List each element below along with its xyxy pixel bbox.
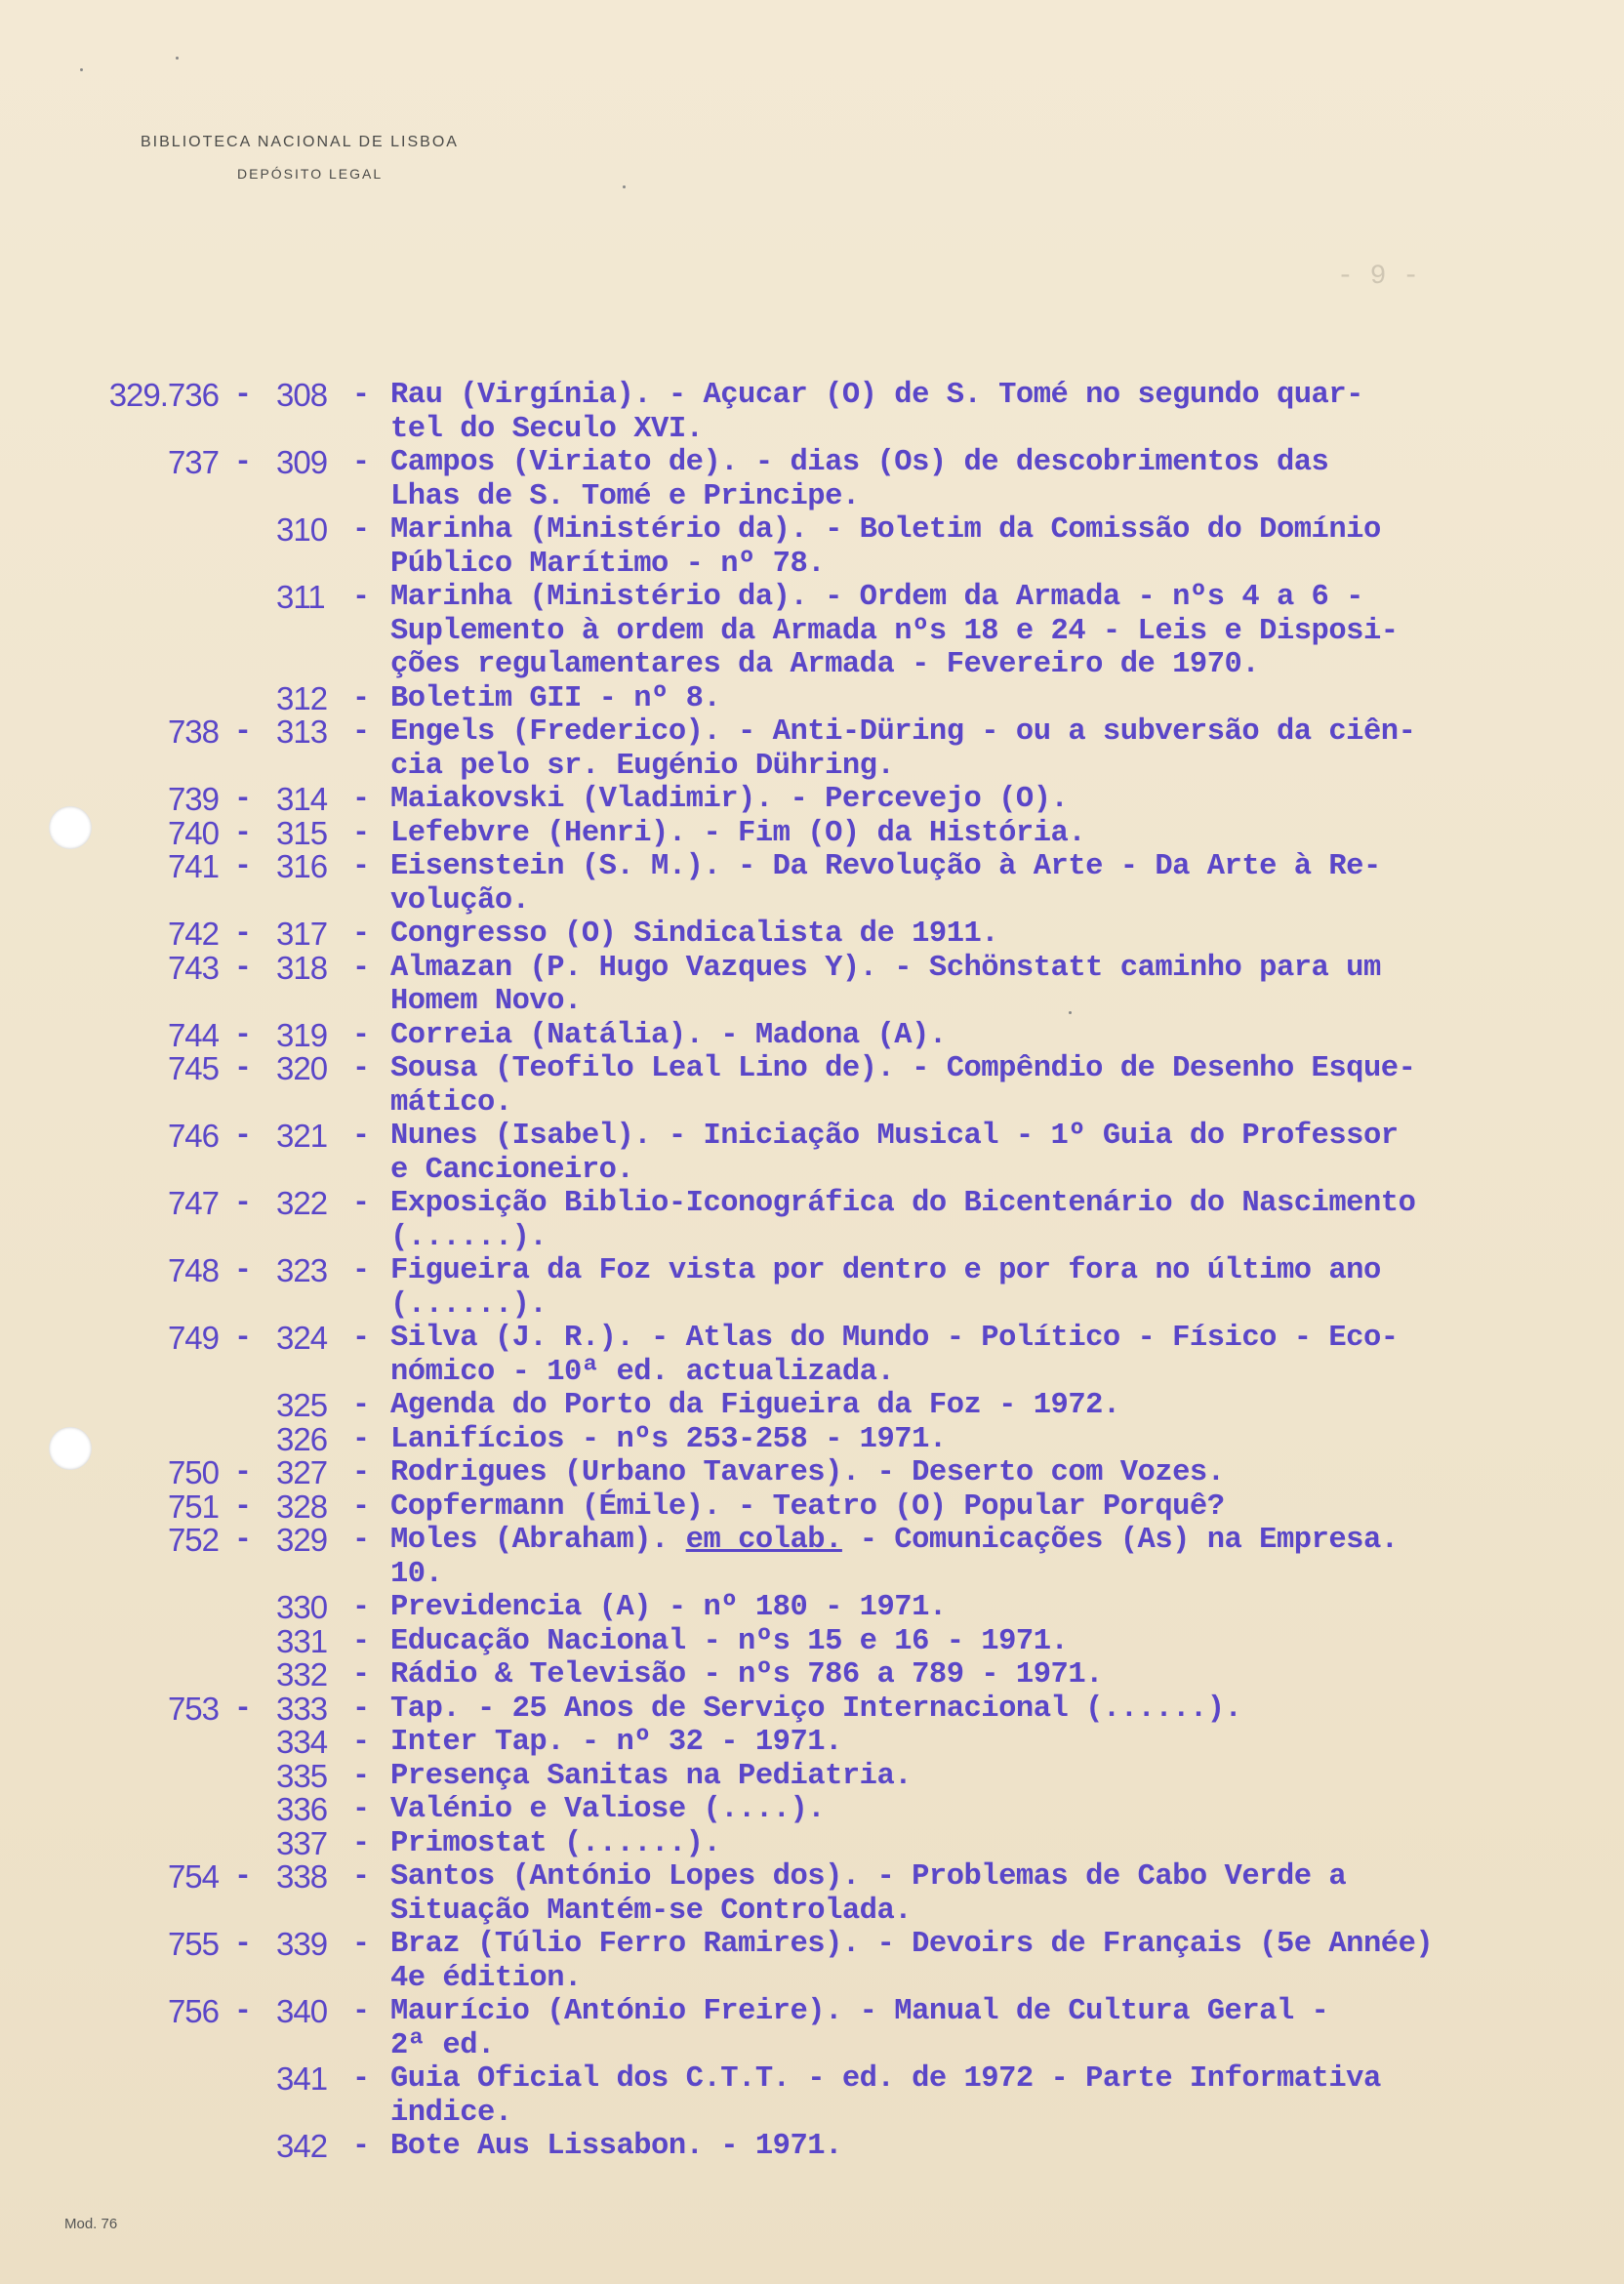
- deposit-number: 339: [276, 1926, 328, 1962]
- deposit-number: 335: [276, 1757, 328, 1794]
- separator-dash: -: [352, 1759, 371, 1793]
- entry-text: Público Marítimo - nº 78.: [390, 547, 826, 581]
- entry-text: 10.: [390, 1557, 443, 1591]
- deposit-number: 332: [276, 1656, 328, 1693]
- register-entry: [0, 1254, 1624, 1322]
- deposit-number: 336: [276, 1791, 328, 1827]
- entry-line: [0, 1658, 1624, 1693]
- separator-dash: -: [352, 918, 371, 951]
- accession-number: 756: [167, 1993, 219, 2029]
- entry-text: Lanifícios - nºs 253-258 - 1971.: [390, 1422, 947, 1456]
- entry-line: [0, 1591, 1624, 1625]
- register-entry: [0, 1658, 1624, 1693]
- deposit-number: 316: [276, 848, 328, 884]
- entry-text: Boletim GII - nº 8.: [390, 681, 721, 715]
- register-entry: [0, 783, 1624, 817]
- entry-line: [0, 715, 1624, 750]
- separator-dash: -: [234, 1860, 253, 1894]
- register-entry: [0, 1690, 1624, 1727]
- page-mark: - 9 -: [1337, 262, 1420, 292]
- entry-line: [0, 1524, 1624, 1558]
- separator-dash: -: [234, 1692, 253, 1726]
- separator-dash: -: [352, 783, 371, 816]
- deposit-number: 322: [276, 1185, 328, 1221]
- entry-text: nómico - 10ª ed. actualizada.: [390, 1355, 895, 1389]
- accession-number: 738: [167, 714, 219, 750]
- entry-line: [0, 446, 1624, 480]
- accession-number: 329.736: [108, 377, 219, 413]
- entry-line: [0, 2062, 1624, 2097]
- accession-number: 751: [167, 1488, 219, 1525]
- entry-line: [0, 2097, 1624, 2131]
- entry-text: Guia Oficial dos C.T.T. - ed. de 1972 - Parte Informativa: [390, 2062, 1381, 2096]
- deposit-number: 328: [276, 1488, 328, 1525]
- entry-text: Figueira da Foz vista por dentro e por fora no último ano: [390, 1254, 1381, 1287]
- entry-text: Maiakovski (Vladimir). - Percevejo (O).: [390, 783, 1069, 816]
- register-entry: [0, 1824, 1624, 1861]
- entry-line: [0, 480, 1624, 514]
- entry-line: [0, 1120, 1624, 1154]
- form-number: Mod. 76: [64, 2216, 118, 2232]
- separator-dash: -: [234, 715, 253, 749]
- deposit-number: 342: [276, 2128, 328, 2164]
- entry-line: [0, 615, 1624, 649]
- accession-number: 750: [167, 1454, 219, 1490]
- entry-line: [0, 1690, 1624, 1727]
- entry-line: [0, 1456, 1624, 1490]
- deposit-number: 330: [276, 1589, 328, 1625]
- deposit-number: 314: [276, 781, 328, 817]
- separator-dash: -: [234, 816, 253, 850]
- entry-text: Bote Aus Lissabon. - 1971.: [390, 2130, 842, 2163]
- entry-line: [0, 918, 1624, 952]
- entry-text: Presença Sanitas na Pediatria.: [390, 1759, 913, 1793]
- entry-line: [0, 1558, 1624, 1592]
- entry-line: [0, 783, 1624, 817]
- deposit-number: 321: [276, 1118, 328, 1154]
- entry-text: tel do Seculo XVI.: [390, 412, 704, 446]
- register-entry: [0, 2130, 1624, 2164]
- entry-line: [0, 2130, 1624, 2164]
- deposit-number: 315: [276, 814, 328, 851]
- deposit-number: 326: [276, 1420, 328, 1457]
- separator-dash: -: [352, 1591, 371, 1624]
- entry-text: Rau (Virgínia). - Açucar (O) de S. Tomé no segundo quar-: [390, 379, 1363, 412]
- entry-line: [0, 1860, 1624, 1895]
- entry-text: Marinha (Ministério da). - Ordem da Armada - nºs 4 a 6 -: [390, 581, 1363, 614]
- entry-line: [0, 648, 1624, 682]
- separator-dash: -: [234, 850, 253, 883]
- separator-dash: -: [352, 1726, 371, 1759]
- separator-dash: -: [352, 1793, 371, 1826]
- separator-dash: -: [234, 379, 253, 412]
- separator-dash: -: [352, 1928, 371, 1961]
- entry-text: Copfermann (Émile). - Teatro (O) Popular Porquê?: [390, 1489, 1225, 1524]
- entry-text: Almazan (P. Hugo Vazques Y). - Schönstatt caminho para um: [390, 951, 1381, 985]
- deposit-number: 319: [276, 1016, 328, 1053]
- register-entry: [0, 1389, 1624, 1423]
- separator-dash: -: [352, 1524, 371, 1557]
- separator-dash: -: [352, 1120, 371, 1153]
- speck: [80, 68, 83, 71]
- deposit-number: 309: [276, 444, 328, 480]
- separator-dash: -: [234, 1018, 253, 1052]
- entry-line: [0, 850, 1624, 884]
- entry-text: 2ª ed.: [390, 2028, 495, 2062]
- entry-line: [0, 1962, 1624, 1996]
- accession-number: 745: [167, 1050, 219, 1086]
- register-entries: [0, 379, 1624, 2164]
- separator-dash: -: [352, 1389, 371, 1422]
- register-entry: [0, 918, 1624, 952]
- register-entry: [0, 715, 1624, 783]
- separator-dash: -: [234, 783, 253, 816]
- register-entry: [0, 1016, 1624, 1053]
- deposit-number: 323: [276, 1252, 328, 1288]
- entry-line: [0, 1928, 1624, 1962]
- accession-number: 742: [167, 916, 219, 952]
- entry-line: [0, 1995, 1624, 2029]
- deposit-number: 340: [276, 1993, 328, 2029]
- deposit-number: 341: [276, 2060, 328, 2097]
- register-entry: [0, 1995, 1624, 2062]
- separator-dash: -: [234, 1187, 253, 1220]
- entry-text: Congresso (O) Sindicalista de 1911.: [390, 918, 999, 951]
- register-entry: [0, 1860, 1624, 1928]
- accession-number: 743: [167, 949, 219, 986]
- entry-text: Educação Nacional - nºs 15 e 16 - 1971.: [390, 1624, 1069, 1658]
- register-entry: [0, 1490, 1624, 1525]
- deposit-number: 310: [276, 511, 328, 548]
- entry-line: [0, 1490, 1624, 1525]
- separator-dash: -: [234, 446, 253, 479]
- separator-dash: -: [352, 1456, 371, 1489]
- separator-dash: -: [352, 1052, 371, 1085]
- register-entry: [0, 581, 1624, 682]
- register-entry: [0, 379, 1624, 446]
- entry-text: cia pelo sr. Eugénio Dühring.: [390, 749, 895, 783]
- library-header: BIBLIOTECA NACIONAL DE LISBOA: [141, 134, 459, 150]
- register-entry: [0, 446, 1624, 513]
- entry-text: Exposição Biblio-Iconográfica do Bicentenário do Nascimento: [390, 1187, 1416, 1220]
- entry-line: [0, 1288, 1624, 1323]
- separator-dash: -: [352, 379, 371, 412]
- separator-dash: -: [352, 951, 371, 985]
- entry-line: [0, 1895, 1624, 1929]
- entry-text: Silva (J. R.). - Atlas do Mundo - Político - Físico - Eco-: [390, 1322, 1399, 1355]
- separator-dash: -: [234, 1322, 253, 1355]
- entry-line: [0, 2029, 1624, 2063]
- separator-dash: -: [352, 1254, 371, 1287]
- separator-dash: -: [352, 1187, 371, 1220]
- deposit-number: 327: [276, 1454, 328, 1490]
- accession-number: 747: [167, 1185, 219, 1221]
- separator-dash: -: [234, 1120, 253, 1153]
- separator-dash: -: [352, 1826, 371, 1860]
- deposit-number: 331: [276, 1622, 328, 1659]
- entry-line: [0, 581, 1624, 615]
- separator-dash: -: [352, 1658, 371, 1692]
- separator-dash: -: [234, 1489, 253, 1524]
- entry-line: [0, 1356, 1624, 1390]
- separator-dash: -: [352, 581, 371, 614]
- accession-number: 752: [167, 1522, 219, 1558]
- separator-dash: -: [352, 850, 371, 883]
- entry-line: [0, 1793, 1624, 1827]
- register-entry: [0, 1757, 1624, 1794]
- separator-dash: -: [234, 1524, 253, 1557]
- entry-text: e Cancioneiro.: [390, 1153, 634, 1187]
- entry-line: [0, 1016, 1624, 1053]
- entry-text: Inter Tap. - nº 32 - 1971.: [390, 1726, 842, 1759]
- deposit-number: 308: [276, 377, 328, 413]
- separator-dash: -: [352, 2062, 371, 2096]
- entry-text: Suplemento à ordem da Armada nºs 18 e 24 - Leis e Disposi-: [390, 614, 1399, 648]
- entry-text: Marinha (Ministério da). - Boletim da Comissão do Domínio: [390, 513, 1381, 547]
- accession-number: 748: [167, 1252, 219, 1288]
- entry-line: [0, 1824, 1624, 1861]
- deposit-number: 311: [276, 579, 325, 615]
- accession-number: 754: [167, 1858, 219, 1895]
- entry-text: Correia (Natália). - Madona (A).: [390, 1018, 947, 1052]
- entry-line: [0, 1154, 1624, 1188]
- department-header: DEPÓSITO LEGAL: [237, 166, 384, 182]
- deposit-number: 333: [276, 1690, 328, 1727]
- entry-text: Previdencia (A) - nº 180 - 1971.: [390, 1591, 947, 1624]
- separator-dash: -: [352, 1018, 371, 1052]
- entry-text: Homem Novo.: [390, 985, 582, 1018]
- deposit-number: 312: [276, 679, 328, 716]
- separator-dash: -: [352, 1422, 371, 1456]
- separator-dash: -: [352, 1995, 371, 2028]
- separator-dash: -: [234, 1928, 253, 1961]
- deposit-number: 320: [276, 1050, 328, 1086]
- deposit-number: 313: [276, 714, 328, 750]
- register-entry: [0, 949, 1624, 1019]
- register-entry: [0, 679, 1624, 716]
- deposit-number: 334: [276, 1724, 328, 1760]
- separator-dash: -: [352, 2130, 371, 2163]
- entry-text: indice.: [390, 2096, 512, 2130]
- entry-line: [0, 884, 1624, 918]
- deposit-number: 337: [276, 1824, 328, 1861]
- register-entry: [0, 814, 1624, 851]
- separator-dash: -: [352, 1489, 371, 1524]
- entry-text: Valénio e Valiose (....).: [390, 1793, 826, 1826]
- entry-text: Sousa (Teofilo Leal Lino de). - Compêndio de Desenho Esque-: [390, 1052, 1416, 1085]
- register-entry: [0, 1524, 1624, 1591]
- entry-text: Campos (Viriato de). - dias (Os) de descobrimentos das: [390, 446, 1329, 479]
- deposit-number: 324: [276, 1320, 328, 1356]
- entry-line: [0, 1322, 1624, 1356]
- entry-text: Braz (Túlio Ferro Ramires). - Devoirs de Français (5e Année): [390, 1928, 1434, 1961]
- entry-text: Maurício (António Freire). - Manual de Cultura Geral -: [390, 1995, 1329, 2028]
- entry-line: [0, 1052, 1624, 1086]
- entry-line: [0, 379, 1624, 413]
- entry-text: Primostat (......).: [390, 1826, 721, 1860]
- accession-number: 741: [167, 848, 219, 884]
- register-entry: [0, 1052, 1624, 1120]
- accession-number: 744: [167, 1016, 219, 1053]
- separator-dash: -: [352, 1322, 371, 1355]
- entry-line: [0, 814, 1624, 851]
- separator-dash: -: [352, 1624, 371, 1658]
- entry-text: mático.: [390, 1085, 512, 1120]
- register-entry: [0, 1726, 1624, 1760]
- register-entry: [0, 1456, 1624, 1490]
- speck: [623, 185, 626, 188]
- separator-dash: -: [352, 513, 371, 547]
- entry-text: (......).: [390, 1220, 548, 1254]
- entry-line: [0, 513, 1624, 548]
- accession-number: 749: [167, 1320, 219, 1356]
- separator-dash: -: [352, 681, 371, 715]
- entry-line: [0, 413, 1624, 447]
- entry-line: [0, 1420, 1624, 1457]
- entry-text: Lhas de S. Tomé e Principe.: [390, 479, 860, 513]
- entry-text: 4e édition.: [390, 1961, 582, 1995]
- separator-dash: -: [234, 1456, 253, 1489]
- entry-text: Rodrigues (Urbano Tavares). - Deserto com Vozes.: [390, 1456, 1225, 1489]
- entry-line: [0, 1726, 1624, 1760]
- entry-text: Moles (Abraham). em colab. - Comunicações (As) na Empresa.: [390, 1524, 1399, 1557]
- entry-line: [0, 985, 1624, 1019]
- entry-line: [0, 1254, 1624, 1288]
- separator-dash: -: [352, 446, 371, 479]
- deposit-number: 338: [276, 1858, 328, 1895]
- separator-dash: -: [352, 1860, 371, 1894]
- register-entry: [0, 1420, 1624, 1457]
- separator-dash: -: [234, 1995, 253, 2028]
- entry-text: ções regulamentares da Armada - Fevereiro de 1970.: [390, 648, 1260, 681]
- register-entry: [0, 850, 1624, 918]
- accession-number: 755: [167, 1926, 219, 1962]
- register-entry: [0, 1793, 1624, 1827]
- register-entry: [0, 1591, 1624, 1625]
- entry-line: [0, 1187, 1624, 1221]
- separator-dash: -: [234, 918, 253, 951]
- entry-text: Situação Mantém-se Controlada.: [390, 1894, 913, 1928]
- accession-number: 739: [167, 781, 219, 817]
- entry-text: (......).: [390, 1287, 548, 1322]
- entry-line: [0, 548, 1624, 582]
- entry-text: Santos (António Lopes dos). - Problemas de Cabo Verde a: [390, 1860, 1347, 1894]
- entry-text: Eisenstein (S. M.). - Da Revolução à Arte - Da Arte à Re-: [390, 850, 1381, 883]
- separator-dash: -: [352, 816, 371, 850]
- accession-number: 746: [167, 1118, 219, 1154]
- register-entry: [0, 1928, 1624, 1995]
- entry-line: [0, 679, 1624, 716]
- entry-text: Nunes (Isabel). - Iniciação Musical - 1º Guia do Professor: [390, 1120, 1399, 1153]
- deposit-number: 325: [276, 1387, 328, 1423]
- entry-text: Rádio & Televisão - nºs 786 a 789 - 1971.: [390, 1658, 1103, 1692]
- accession-number: 753: [167, 1690, 219, 1727]
- register-entry: [0, 1120, 1624, 1187]
- entry-line: [0, 949, 1624, 986]
- register-entry: [0, 1322, 1624, 1389]
- underlined-note: em colab.: [685, 1524, 842, 1557]
- entry-text: volução.: [390, 883, 530, 918]
- separator-dash: -: [352, 1692, 371, 1726]
- entry-line: [0, 750, 1624, 784]
- separator-dash: -: [352, 715, 371, 749]
- deposit-number: 329: [276, 1522, 328, 1558]
- register-entry: [0, 1622, 1624, 1659]
- entry-line: [0, 1622, 1624, 1659]
- accession-number: 740: [167, 814, 219, 851]
- entry-text: Engels (Frederico). - Anti-Düring - ou a subversão da ciên-: [390, 715, 1416, 749]
- register-entry: [0, 513, 1624, 581]
- entry-text: Lefebvre (Henri). - Fim (O) da História.: [390, 816, 1086, 850]
- separator-dash: -: [234, 1052, 253, 1085]
- entry-line: [0, 1757, 1624, 1794]
- register-entry: [0, 1187, 1624, 1254]
- separator-dash: -: [234, 951, 253, 985]
- entry-text: Tap. - 25 Anos de Serviço Internacional (......).: [390, 1692, 1242, 1726]
- entry-line: [0, 1221, 1624, 1255]
- register-entry: [0, 2062, 1624, 2130]
- speck: [176, 57, 179, 60]
- accession-number: 737: [167, 444, 219, 480]
- entry-text: Agenda do Porto da Figueira da Foz - 1972.: [390, 1389, 1120, 1422]
- separator-dash: -: [234, 1254, 253, 1287]
- entry-line: [0, 1086, 1624, 1121]
- deposit-number: 318: [276, 949, 328, 986]
- entry-line: [0, 1389, 1624, 1423]
- deposit-number: 317: [276, 916, 328, 952]
